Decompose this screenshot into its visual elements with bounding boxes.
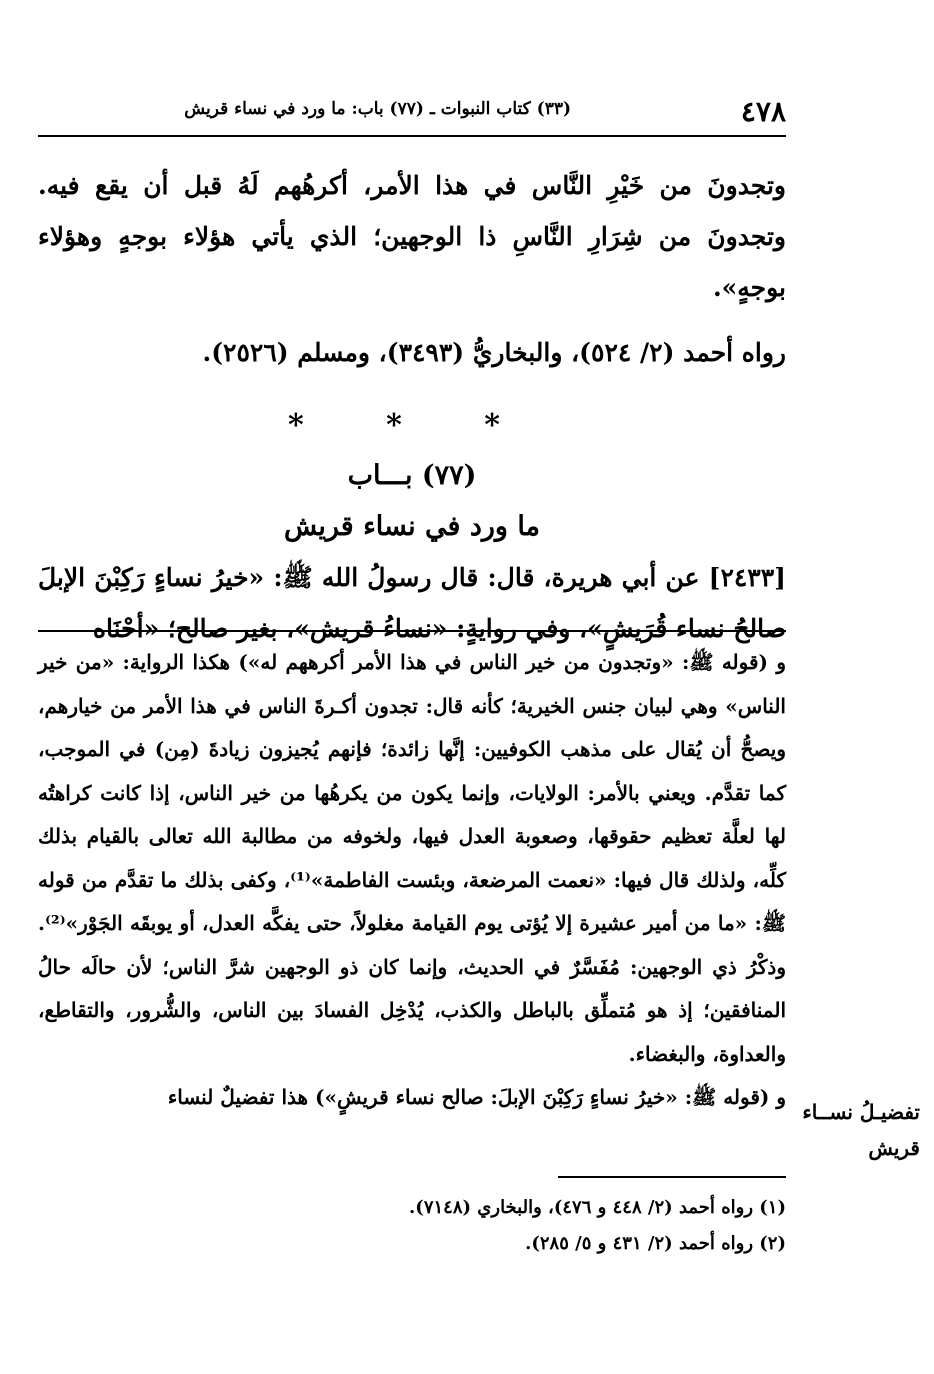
footnote: (١) رواه أحمد (٢/ ٤٤٨ و ٤٧٦)، والبخاري (٧١٤٨). xyxy=(409,1197,786,1218)
citation: رواه أحمد (٢/ ٥٢٤)، والبخاريُّ (٣٤٩٣)، ومسلم (٢٥٢٦). xyxy=(202,338,786,367)
hadith-text: [٢٤٣٣] عن أبي هريرة، قال: قال رسولُ الله ﷺ: «خيرُ نساءٍ رَكِبْنَ الإبلَ صالحُ نساء قُرَيشٍ»، وفي روايةٍ: «نساءُ قريش»، بغير صالح؛ «أحْنَاه xyxy=(38,563,786,643)
footnote: (٢) رواه أحمد (٢/ ٤٣١ و ٥/ ٢٨٥). xyxy=(525,1233,786,1254)
commentary xyxy=(38,641,786,1120)
footnotes xyxy=(38,1190,786,1262)
opening-text: وتجدونَ من خَيْرِ النَّاس في هذا الأمر، أكرهُهم لَهُ قبل أن يقع فيه. وتجدونَ من شِرَارِ النَّاسِ ذا الوجهين؛ الذي يأتي هؤلاء بوجهٍ وهؤلاء بوجهٍ». xyxy=(38,171,786,302)
commentary-paragraph: و (قوله ﷺ: «وتجدون من خير الناس في هذا الأمر أكرههم له») هكذا الرواية: «من خير الناس» وهي لبيان جنس الخيرية؛ كأنه قال: تجدون أكـرةَ الناس في هذا الأمر من خيارهم، ويصحُّ أن يُقال على مذهب الكوفيين: إنَّها زائدة؛ فإنهم يُجيزون زيادةَ (مِن) في الموجب، كما تقدَّم. ويعني بالأمر: الولايات، وإنما يكون من يكرهُها من خير الناس، إذا كانت كراهتُه لها لعلَّة تعظيم حقوقها، وصعوبة العدل فيها، ولخوفه من مطالبة الله تعالى بالقيام بذلك كلِّه، ولذلك قال فيها: «نعمت المرضعة، وبئست الفاطمة»⁽¹⁾، وكفى بذلك ما تقدَّم من قوله ﷺ: «ما من أمير عشيرة إلا يُؤتى يوم القيامة مغلولاً، حتى يفكَّه العدل، أو يوبقَه الجَوْر»⁽²⁾. وذكْرُ ذي الوجهين: مُفَسَّرٌ في الحديث، وإنما كان ذو الوجهين شرَّ الناس؛ لأن حالَه حالُ المنافقين؛ إذ هو مُتملِّق بالباطل والكذب، يُدْخِل الفسادَ بين الناس، والشُّرور، والتقاطع، والعداوة، والبغضاء. xyxy=(38,650,786,1066)
chapter-title: ما ورد في نساء قريش xyxy=(283,511,541,542)
page-number: ٤٧٨ xyxy=(740,95,786,128)
margin-note: تفضيـلُ نســاء قريش xyxy=(802,1100,920,1160)
chapter-heading: (٧٧) بـــاب xyxy=(347,460,477,491)
header-divider xyxy=(38,135,786,137)
section-separator: * * * xyxy=(288,408,536,443)
page-header xyxy=(38,95,786,131)
footnote-divider xyxy=(558,1176,786,1178)
running-title: (٣٣) كتاب النبوات ـ (٧٧) باب: ما ورد في نساء قريش xyxy=(184,99,571,119)
main-text xyxy=(38,160,786,654)
commentary-divider xyxy=(38,630,786,632)
commentary-paragraph: و (قوله ﷺ: «خيرُ نساءٍ رَكِبْنَ الإبلَ: صالح نساء قريشٍ») هذا تفضيلٌ لنساء xyxy=(167,1085,786,1109)
